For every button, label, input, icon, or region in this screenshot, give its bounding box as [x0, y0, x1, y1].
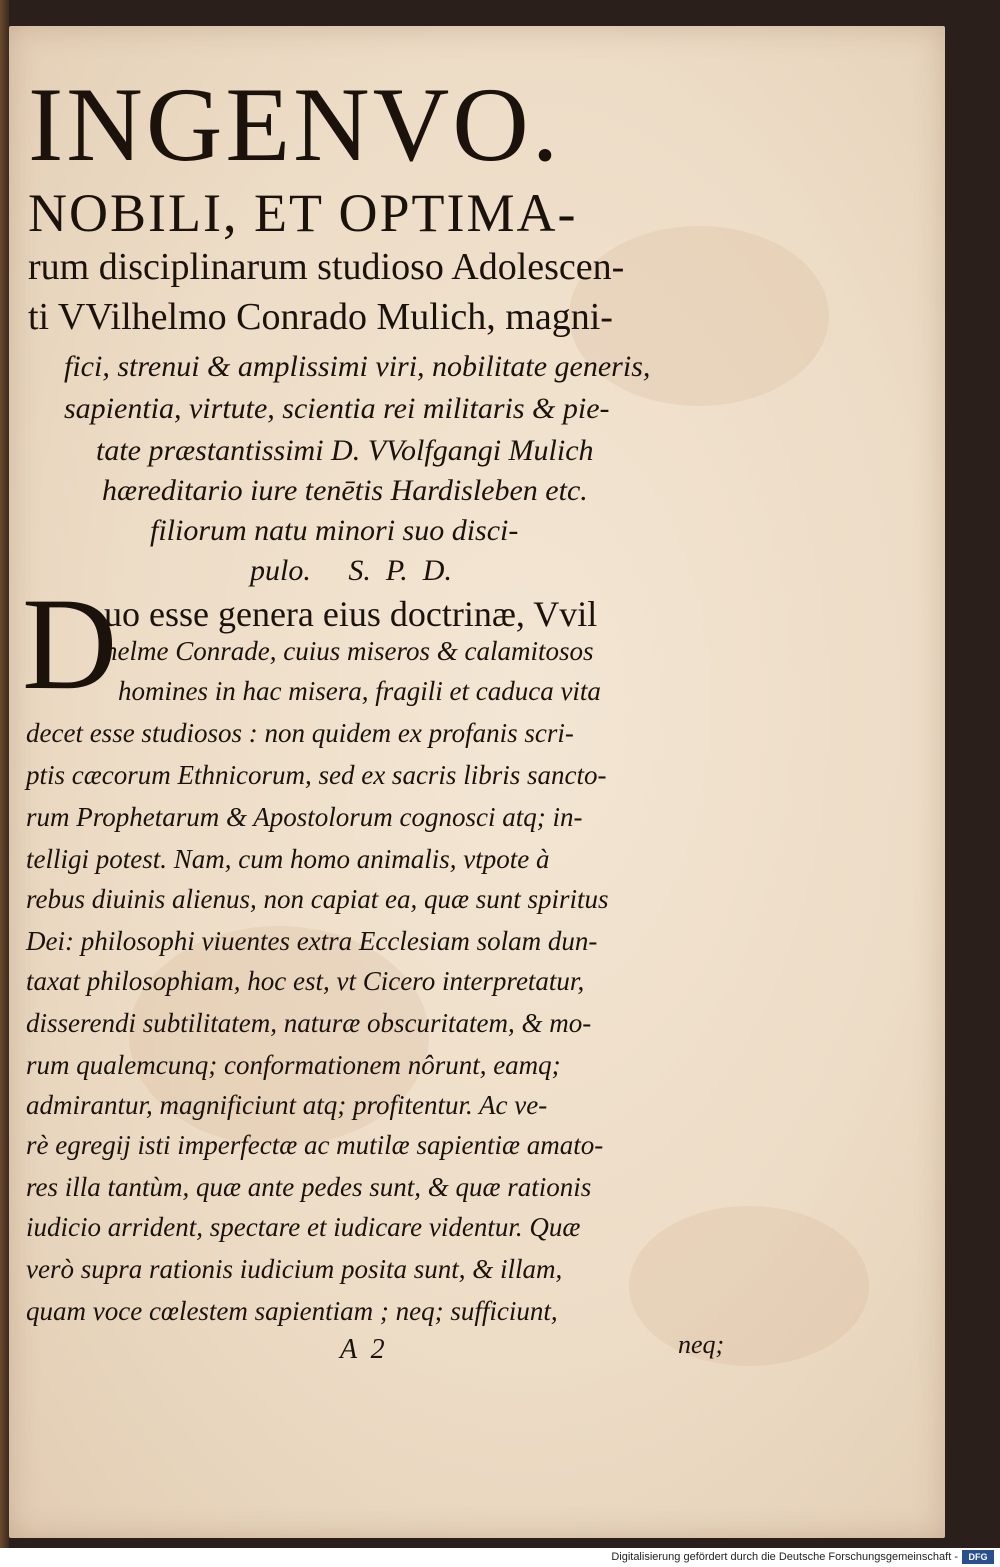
- dedication-line: ti VVilhelmo Conrado Mulich, magni-: [28, 296, 613, 338]
- paper-stain: [629, 1206, 869, 1366]
- dfg-logo: DFG: [962, 1550, 994, 1564]
- body-line: rum qualemcunq; conformationem nôrunt, eamq;: [26, 1050, 561, 1080]
- heading-subtitle: NOBILI, ET OPTIMA-: [28, 183, 578, 243]
- signature-mark: A 2: [340, 1334, 385, 1365]
- salutation: pulo. S. P. D.: [250, 554, 452, 587]
- body-line: iudicio arrident, spectare et iudicare videntur. Quæ: [26, 1212, 581, 1242]
- body-line: res illa tantùm, quæ ante pedes sunt, & quæ rationis: [26, 1172, 592, 1202]
- dedication-line: rum disciplinarum studioso Adolescen-: [28, 246, 625, 288]
- body-line: quam voce cœlestem sapientiam ; neq; sufficiunt,: [26, 1296, 558, 1326]
- body-line: verò supra rationis iudicium posita sunt, & illam,: [26, 1254, 563, 1284]
- book-binding-edge: [0, 0, 9, 1548]
- dedication-italic-line: sapientia, virtute, scientia rei militaris & pie-: [64, 392, 610, 425]
- body-line: disserendi subtilitatem, naturæ obscuritatem, & mo-: [26, 1008, 592, 1038]
- catchword: neq;: [678, 1330, 725, 1359]
- body-line: rum Prophetarum & Apostolorum cognosci atq; in-: [26, 802, 583, 832]
- body-line: Dei: philosophi viuentes extra Ecclesiam solam dun-: [26, 926, 598, 956]
- dedication-italic-line: fici, strenui & amplissimi viri, nobilitate generis,: [64, 350, 651, 383]
- dedication-italic-line: filiorum natu minori suo disci-: [150, 514, 519, 547]
- body-line: decet esse studiosos : non quidem ex profanis scri-: [26, 718, 574, 748]
- body-line: homines in hac misera, fragili et caduca vita: [118, 676, 601, 706]
- body-line: telligi potest. Nam, cum homo animalis, vtpote à: [26, 844, 550, 874]
- page-title: INGENVO.: [28, 66, 562, 183]
- body-first-line: uo esse genera eius doctrinæ, Vvil: [104, 594, 598, 634]
- body-line: ptis cæcorum Ethnicorum, sed ex sacris libris sancto-: [26, 760, 607, 790]
- dedication-italic-line: tate præstantissimi D. VVolfgangi Mulich: [96, 434, 594, 467]
- body-line: helme Conrade, cuius miseros & calamitosos: [104, 636, 594, 666]
- body-line: rè egregij isti imperfectæ ac mutilæ sapientiæ amato-: [26, 1130, 604, 1160]
- body-line: rebus diuinis alienus, non capiat ea, quæ sunt spiritus: [26, 884, 609, 914]
- dedication-italic-line: hæreditario iure tenētis Hardisleben etc.: [102, 474, 588, 507]
- drop-cap: D: [22, 570, 118, 717]
- body-line: admirantur, magnificiunt atq; profitentur. Ac ve-: [26, 1090, 548, 1120]
- body-line: taxat philosophiam, hoc est, vt Cicero interpretatur,: [26, 966, 585, 996]
- digitization-credit: Digitalisierung gefördert durch die Deutsche Forschungsgemeinschaft -: [611, 1551, 958, 1563]
